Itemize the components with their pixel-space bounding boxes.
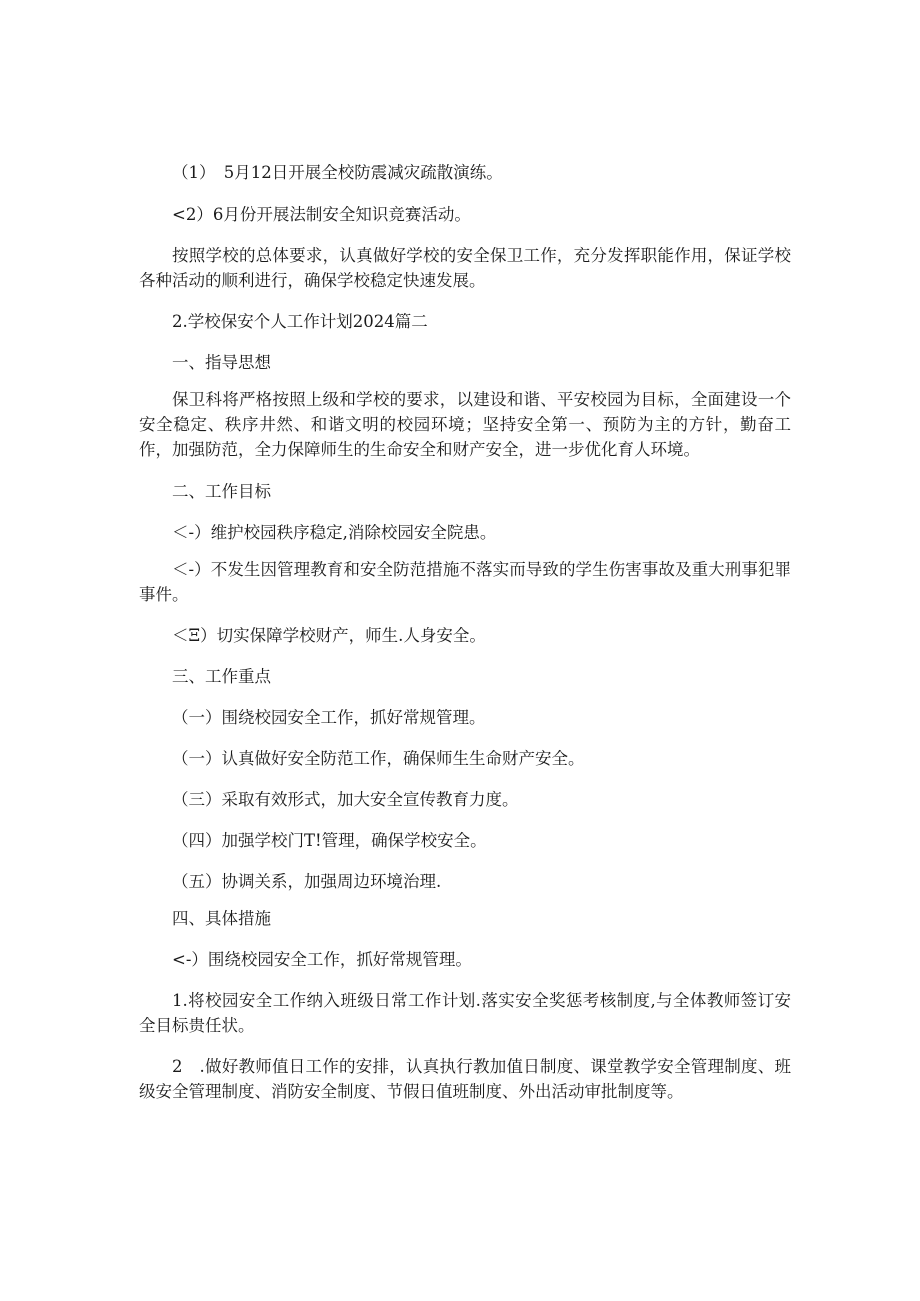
focus-item-3: （三）采取有效形式，加大安全宣传教育力度。 <box>172 790 519 809</box>
measure-heading-1: <-）围绕校园安全工作，抓好常规管理。 <box>172 950 472 969</box>
focus-item-2: （一）认真做好安全防范工作，确保师生生命财产安全。 <box>172 749 585 768</box>
heading-guiding-ideology: 一、指导思想 <box>172 353 271 372</box>
summary-paragraph: 按照学校的总体要求，认真做好学校的安全保卫工作，充分发挥职能作用，保证学校各种活动的顺利进行，确保学校稳定快速发展。 <box>139 246 791 290</box>
heading-specific-measures: 四、具体措施 <box>172 909 271 928</box>
heading-work-focus: 三、工作重点 <box>172 667 271 686</box>
drill-item-1: （1） 5月12日开展全校防震减灾疏散演练。 <box>172 163 503 182</box>
focus-item-5: （五）协调关系，加强周边环境治理. <box>172 872 442 891</box>
focus-item-4: （四）加强学校门T!管理，确保学校安全。 <box>172 831 487 850</box>
measure-item-2: 2 .做好教师值日工作的安排，认真执行教加值日制度、课堂教学安全管理制度、班级安全管理制度、消防安全制度、节假日值班制度、外出活动审批制度等。 <box>139 1057 791 1101</box>
goal-item-3: ＜Ξ）切实保障学校财产，师生.人身安全。 <box>172 626 486 645</box>
goal-item-2: ＜-）不发生因管理教育和安全防范措施不落实而导致的学生伤害事故及重大刑事犯罪事件。 <box>139 560 791 604</box>
section-heading: 2.学校保安个人工作计划2024篇二 <box>172 312 428 331</box>
goal-item-1: ＜-）维护校园秩序稳定,消除校园安全院患。 <box>172 523 497 542</box>
drill-item-2: <2）6月份开展法制安全知识竞赛活动。 <box>172 205 471 224</box>
measure-item-1: 1.将校园安全工作纳入班级日常工作计划.落实安全奖惩考核制度,与全体教师签订安全目标贵任状。 <box>139 991 791 1035</box>
heading-work-goals: 二、工作目标 <box>172 482 271 501</box>
focus-item-1: （一）围绕校园安全工作，抓好常规管理。 <box>172 708 486 727</box>
guiding-ideology-paragraph: 保卫科将严格按照上级和学校的要求，以建设和谐、平安校园为目标，全面建设一个安全稳定、秩序井然、和谐文明的校园环境；坚持安全第一、预防为主的方针，勤奋工作，加强防范，全力保障师生的生命安全和财产安全，进一步优化育人环境。 <box>139 390 791 459</box>
